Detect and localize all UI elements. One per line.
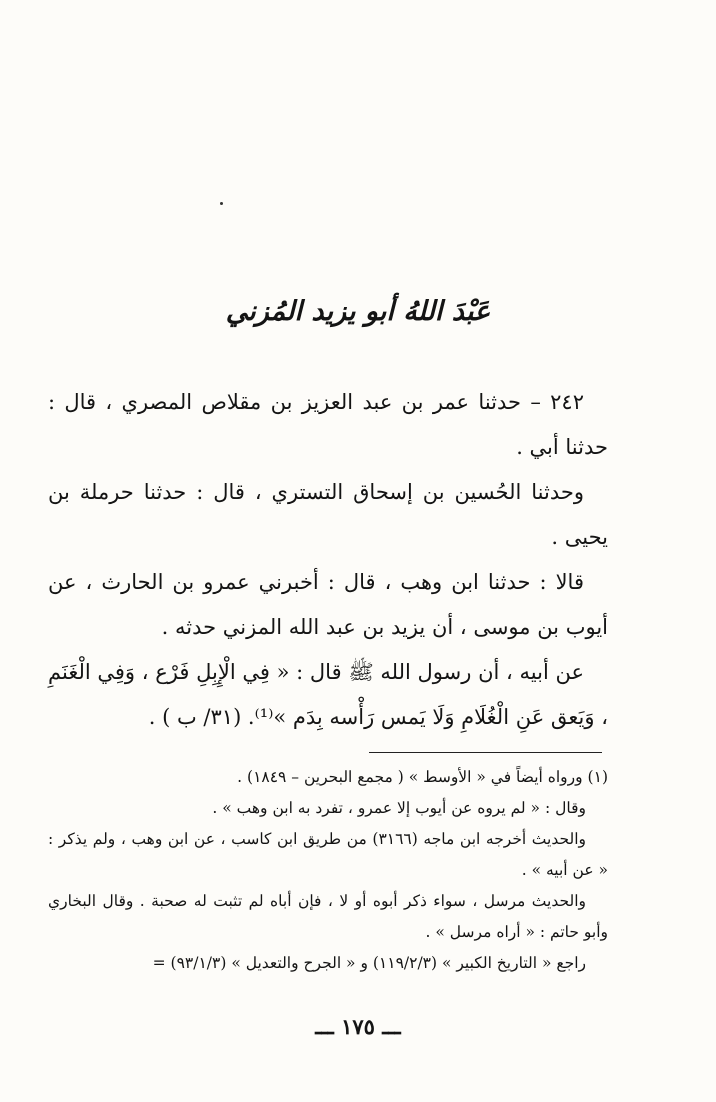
chapter-title: عَبْدَ اللهُ أبو يزيد المُزني xyxy=(225,296,491,327)
footnote-line-3: والحديث أخرجه ابن ماجه (٣١٦٦) من طريق ابن كاسب ، عن ابن وهب ، ولم يذكر : « عن أبيه » . xyxy=(48,830,608,879)
footnotes xyxy=(48,762,608,979)
hadith-paragraph-2: وحدثنا الحُسين بن إسحاق التستري ، قال : حدثنا حرملة بن يحيى . xyxy=(48,480,608,549)
hadith-paragraph-1: ٢٤٢ – حدثنا عمر بن عبد العزيز بن مقلاص المصري ، قال : حدثنا أبي . xyxy=(48,390,608,459)
footnote-line-2: وقال : « لم يروه عن أيوب إلا عمرو ، تفرد به ابن وهب » . xyxy=(212,799,586,817)
ink-speck xyxy=(220,202,223,205)
footnote-line-5: راجع « التاريخ الكبير » (١١٩/٢/٣) و « الجرح والتعديل » (٩٣/١/٣) = xyxy=(152,954,586,972)
hadith-paragraph-3: قالا : حدثنا ابن وهب ، قال : أخبرني عمرو بن الحارث ، عن أيوب بن موسى ، أن يزيد بن عبد الله المزني حدثه . xyxy=(48,570,608,639)
footnote-separator xyxy=(369,752,602,753)
hadith-body xyxy=(48,380,608,740)
hadith-paragraph-4: عن أبيه ، أن رسول الله ﷺ قال : « فِي الْإِبِلِ فَرْع ، وَفِي الْغَنَمِ ، وَيَعق عَنِ الْغُلَامِ وَلَا يَمس رَأْسه بِدَم »⁽¹⁾. (٣١/ ب ) . xyxy=(48,660,608,729)
page-number: ـــ ١٧٥ ـــ xyxy=(315,1014,401,1039)
footnote-line-1: (١) ورواه أيضاً في « الأوسط » ( مجمع البحرين – ١٨٤٩) . xyxy=(237,768,608,786)
footnote-line-4: والحديث مرسل ، سواء ذكر أبوه أو لا ، فإن أباه لم تثبت له صحبة . وقال البخاري وأبو حاتم : « أراه مرسل » . xyxy=(48,892,608,941)
